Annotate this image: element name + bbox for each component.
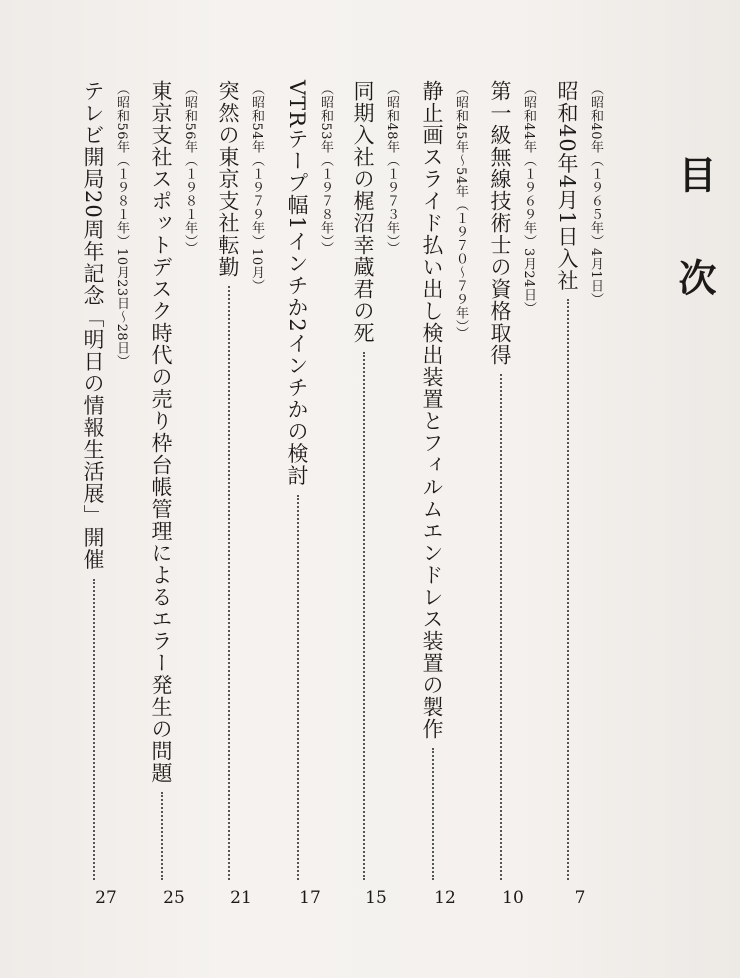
- toc-entry[interactable]: [483, 80, 543, 970]
- toc-entry-date: （昭和45年～54年（１９７０～７９年））: [453, 82, 468, 341]
- leader-dots: [432, 748, 434, 880]
- toc-entry[interactable]: [550, 80, 610, 970]
- leader-dots: [228, 286, 230, 880]
- toc-entry-line: [80, 80, 106, 880]
- leader-dots: [93, 579, 95, 880]
- leader-dots: [297, 495, 299, 880]
- leader-dots: [161, 792, 163, 880]
- toc-entry-line: [487, 80, 513, 880]
- toc-entry-date: （昭和56年（１９８１年））: [182, 82, 197, 256]
- toc-entry-line: [148, 80, 174, 880]
- leader-dots: [363, 352, 365, 880]
- toc-entry-date: （昭和56年（１９８１年）10月23日～28日）: [114, 82, 129, 369]
- toc-entry-title: テレビ開局20周年記念「明日の情報生活展」開催: [81, 80, 105, 571]
- toc-entry[interactable]: [144, 80, 204, 970]
- toc-entry[interactable]: [346, 80, 406, 970]
- leader-dots: [567, 299, 569, 880]
- toc-entry-date: （昭和44年（１９６９年）3月24日）: [521, 82, 536, 315]
- toc-entry-page: 27: [95, 888, 117, 908]
- toc-entry[interactable]: [76, 80, 136, 970]
- toc-entry-title: 静止画スライド払い出し検出装置とフィルムエンドレス装置の製作: [420, 80, 444, 740]
- toc-entry-title: 同期入社の梶沼幸蔵君の死: [351, 80, 375, 344]
- toc-entry-page: 15: [365, 888, 387, 908]
- leader-dots: [500, 374, 502, 880]
- toc-entry-page: 12: [434, 888, 456, 908]
- toc-entry-date: （昭和54年（１９７９年）10月）: [249, 82, 264, 293]
- toc-entry-title: 第一級無線技術士の資格取得: [488, 80, 512, 366]
- toc-entry-line: [554, 80, 580, 880]
- toc-entry[interactable]: [211, 80, 271, 970]
- toc-entry-page: 10: [502, 888, 524, 908]
- toc-entry-title: 昭和40年4月1日入社: [555, 80, 579, 292]
- toc-entry-page: 17: [299, 888, 321, 908]
- toc-entry-line: [419, 80, 445, 880]
- toc-entry-date: （昭和48年（１９７３年））: [384, 82, 399, 256]
- toc-entry-page: 25: [163, 888, 185, 908]
- toc-entry-date: （昭和40年（１９６５年）4月1日）: [588, 82, 603, 307]
- toc-entry[interactable]: [415, 80, 475, 970]
- toc-entry-line: [215, 80, 241, 880]
- toc-entry-line: [284, 80, 310, 880]
- toc-entry[interactable]: [280, 80, 340, 970]
- toc-entry-line: [350, 80, 376, 880]
- toc-entry-page: 7: [574, 888, 586, 908]
- toc-entry-date: （昭和53年（１９７８年））: [318, 82, 333, 256]
- toc-entry-title: VTRテープ幅1インチか2インチかの検討: [285, 80, 309, 487]
- toc-title: 目 次: [672, 155, 717, 323]
- toc-entry-title: 東京支社スポットデスク時代の売り枠台帳管理によるエラー発生の問題: [149, 80, 173, 784]
- toc-entry-title: 突然の東京支社転勤: [216, 80, 240, 278]
- toc-entry-page: 21: [230, 888, 252, 908]
